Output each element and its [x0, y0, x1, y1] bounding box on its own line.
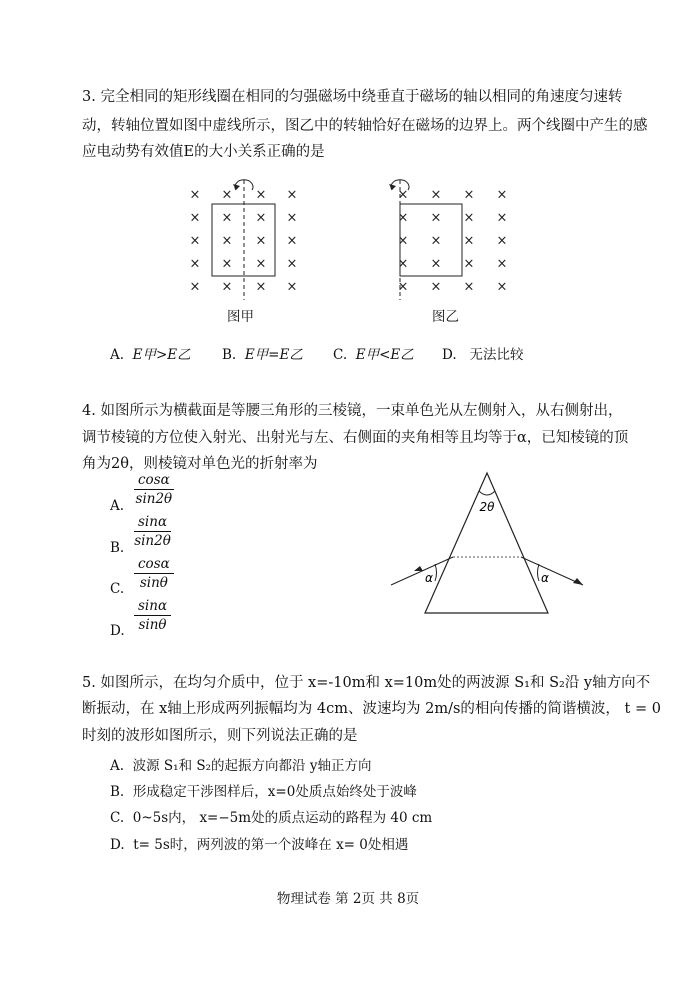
field-cross: ×	[286, 279, 298, 295]
field-cross: ×	[189, 279, 201, 295]
q4-option-b-fraction	[134, 514, 171, 549]
field-cross: ×	[496, 279, 508, 295]
field-cross: ×	[397, 279, 409, 295]
field-cross: ×	[397, 210, 409, 226]
field-cross: ×	[189, 256, 201, 272]
figure-a	[180, 168, 310, 308]
incident-angle-arc	[435, 564, 437, 581]
field-cross: ×	[221, 256, 233, 272]
emergent-angle-label: α	[541, 571, 549, 585]
field-cross: ×	[255, 210, 267, 226]
field-cross: ×	[286, 187, 298, 203]
denominator: sinθ	[138, 617, 167, 633]
field-cross: ×	[430, 187, 442, 203]
q3-option-b: B. E甲=E乙	[222, 347, 303, 363]
field-cross: ×	[496, 233, 508, 249]
figure-a-caption: 图甲	[227, 309, 254, 325]
prism-figure	[385, 465, 590, 620]
field-cross: ×	[255, 279, 267, 295]
denominator: sin2θ	[134, 533, 171, 549]
field-cross: ×	[255, 187, 267, 203]
denominator: sinθ	[139, 575, 168, 591]
field-cross: ×	[463, 187, 475, 203]
field-cross: ×	[286, 233, 298, 249]
q5-line-3: 时刻的波形如图所示，则下列说法正确的是	[82, 728, 358, 744]
q4-option-d-label: D.	[110, 623, 125, 639]
field-cross: ×	[221, 187, 233, 203]
numerator: cosα	[134, 472, 174, 490]
q4-option-a-fraction	[134, 472, 174, 507]
field-cross: ×	[463, 210, 475, 226]
field-cross: ×	[496, 256, 508, 272]
field-cross: ×	[286, 210, 298, 226]
field-cross: ×	[397, 233, 409, 249]
q5-line-1: 5. 如图所示，在均匀介质中，位于 x=-10m和 x=10m处的两波源 S₁和 S₂沿 y轴方向不	[82, 675, 651, 691]
field-cross: ×	[463, 279, 475, 295]
field-cross: ×	[189, 210, 201, 226]
field-cross: ×	[397, 256, 409, 272]
q3-option-a: A. E甲>E乙	[110, 347, 191, 363]
figure-b-caption: 图乙	[432, 309, 459, 325]
field-cross: ×	[221, 210, 233, 226]
apex-angle-label: 2θ	[479, 500, 495, 514]
numerator: cosα	[134, 556, 174, 574]
figure-b	[386, 168, 516, 308]
q3-line-3: 应电动势有效值E的大小关系正确的是	[82, 144, 325, 160]
apex-angle-arc	[479, 491, 495, 495]
page-footer: 物理试卷 第 2页 共 8页	[276, 891, 420, 907]
q5-option-c: C. 0~5s内， x=−5m处的质点运动的路程为 40 cm	[110, 810, 433, 826]
field-cross: ×	[463, 256, 475, 272]
incident-angle-label: α	[425, 571, 433, 585]
field-cross: ×	[255, 233, 267, 249]
field-cross: ×	[189, 233, 201, 249]
numerator: sinα	[134, 598, 171, 616]
q4-line-3: 角为2θ，则棱镜对单色光的折射率为	[82, 456, 318, 472]
q4-option-d-fraction	[134, 598, 171, 633]
q5-option-a: A. 波源 S₁和 S₂的起振方向都沿 y轴正方向	[110, 758, 372, 774]
q4-option-a-label: A.	[110, 498, 125, 514]
field-cross: ×	[286, 256, 298, 272]
q3-line-2: 动，转轴位置如图中虚线所示，图乙中的转轴恰好在磁场的边界上。两个线圈中产生的感	[82, 118, 648, 134]
q4-line-1: 4. 如图所示为横截面是等腰三角形的三棱镜，一束单色光从左侧射入，从右侧射出，	[82, 403, 623, 419]
q3-option-d: D. 无法比较	[442, 347, 524, 363]
field-cross: ×	[221, 279, 233, 295]
q3-option-c: C. E甲<E乙	[333, 347, 414, 363]
field-cross: ×	[430, 279, 442, 295]
q4-option-b-label: B.	[110, 540, 125, 556]
emergent-angle-arc	[538, 564, 540, 581]
emergent-ray-arrow-icon	[573, 578, 583, 585]
field-cross: ×	[463, 233, 475, 249]
denominator: sin2θ	[135, 491, 173, 507]
field-cross: ×	[189, 187, 201, 203]
incident-ray-arrow-icon	[414, 566, 423, 571]
field-cross: ×	[397, 187, 409, 203]
q5-option-b: B. 形成稳定干涉图样后，x=0处质点始终处于波峰	[110, 784, 417, 800]
field-cross: ×	[430, 256, 442, 272]
field-cross: ×	[496, 210, 508, 226]
field-cross: ×	[430, 210, 442, 226]
q3-line-1: 3. 完全相同的矩形线圈在相同的匀强磁场中绕垂直于磁场的轴以相同的角速度匀速转	[82, 89, 623, 105]
q5-option-d: D. t= 5s时，两列波的第一个波峰在 x= 0处相遇	[110, 837, 409, 853]
field-cross: ×	[255, 256, 267, 272]
field-cross: ×	[496, 187, 508, 203]
numerator: sinα	[134, 514, 171, 532]
field-cross: ×	[221, 233, 233, 249]
prism-triangle	[425, 473, 548, 613]
field-cross: ×	[430, 233, 442, 249]
q4-line-2: 调节棱镜的方位使入射光、出射光与左、右侧面的夹角相等且均等于α，已知棱镜的顶	[82, 430, 629, 446]
q5-line-2: 断振动，在 x轴上形成两列振幅均为 4cm、波速均为 2m/s的相向传播的简谐横波， t = 0	[82, 701, 661, 717]
q4-option-c-fraction	[134, 556, 174, 591]
q4-option-c-label: C.	[110, 581, 125, 597]
